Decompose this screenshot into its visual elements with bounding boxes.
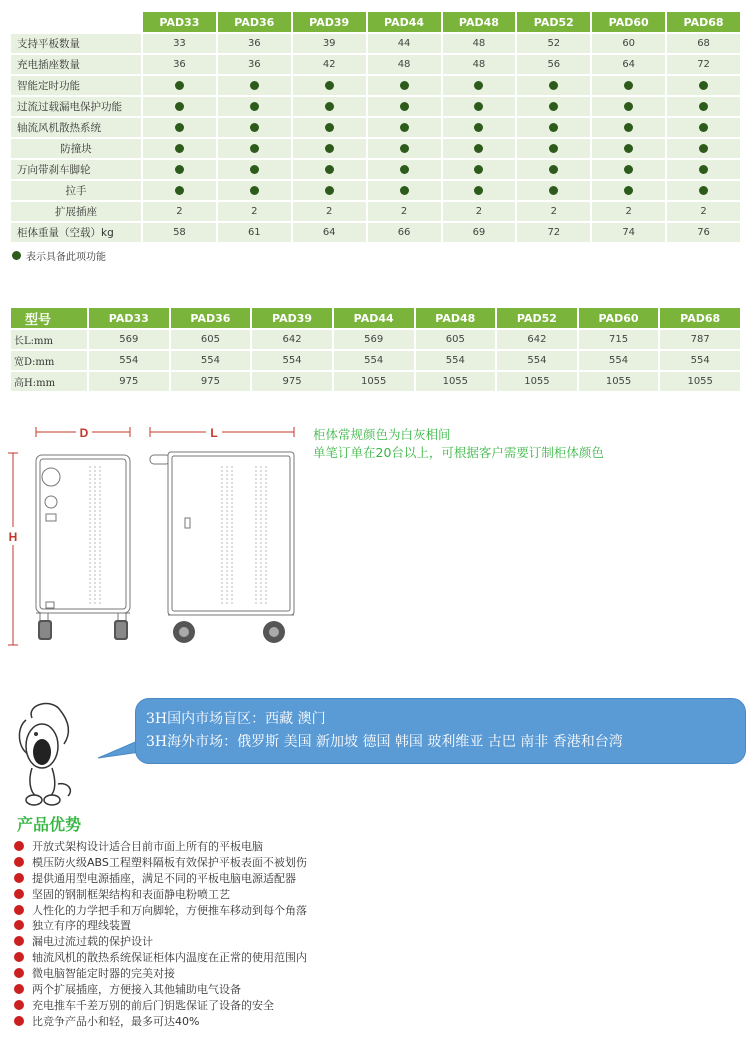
spec-cell: 48	[443, 55, 516, 74]
feature-dot-icon	[624, 123, 633, 132]
speech-bubble-tail	[98, 738, 140, 762]
advantage-text: 模压防火级ABS工程塑料隔板有效保护平板表面不被划伤	[32, 855, 307, 869]
spec-cell	[293, 97, 366, 116]
spec-cell	[293, 139, 366, 158]
spec-cell	[667, 97, 740, 116]
spec-cell	[443, 97, 516, 116]
advantage-item	[14, 870, 307, 886]
spec-row	[11, 97, 740, 116]
spec-header-model: PAD68	[667, 12, 740, 32]
feature-dot-icon	[699, 81, 708, 90]
color-note-line: 单笔订单在20台以上，可根据客户需要订制柜体颜色	[313, 445, 604, 460]
caster-wheel-icon	[114, 620, 128, 640]
spec-cell: 56	[517, 55, 590, 74]
size-table	[9, 306, 742, 393]
spec-cell	[443, 160, 516, 179]
advantage-item	[14, 965, 307, 981]
feature-dot-icon	[624, 144, 633, 153]
size-cell: 715	[579, 330, 659, 349]
feature-dot-icon	[325, 102, 334, 111]
feature-dot-icon	[325, 123, 334, 132]
size-row-label: 宽D:mm	[11, 351, 87, 370]
feature-dot-icon	[325, 81, 334, 90]
spec-row-label: 防撞块	[11, 139, 141, 158]
spec-row	[11, 181, 740, 200]
spec-cell	[293, 160, 366, 179]
spec-cell	[218, 97, 291, 116]
feature-dot-icon	[250, 81, 259, 90]
feature-dot-icon	[699, 144, 708, 153]
advantage-text: 坚固的钢制框架结构和表面静电粉喷工艺	[32, 887, 230, 901]
spec-cell: 68	[667, 34, 740, 53]
legend-text: 表示具备此项功能	[26, 252, 106, 263]
feature-dot-icon	[175, 123, 184, 132]
spec-cell: 42	[293, 55, 366, 74]
advantage-item	[14, 933, 307, 949]
spec-cell	[368, 76, 441, 95]
size-header-model: PAD44	[334, 308, 414, 328]
spec-row	[11, 202, 740, 221]
spec-cell	[218, 160, 291, 179]
feature-dot-icon	[175, 186, 184, 195]
bullet-dot-icon	[14, 857, 24, 867]
bullet-dot-icon	[14, 968, 24, 978]
feature-dot-icon	[624, 102, 633, 111]
spec-row	[11, 139, 740, 158]
spec-row-label: 支持平板数量	[11, 34, 141, 53]
bullet-dot-icon	[14, 905, 24, 915]
feature-dot-icon	[624, 186, 633, 195]
spec-cell: 2	[218, 202, 291, 221]
feature-dot-icon	[325, 144, 334, 153]
spec-cell	[667, 76, 740, 95]
feature-dot-icon	[549, 186, 558, 195]
advantage-text: 独立有序的理线装置	[32, 919, 131, 933]
spec-cell: 2	[368, 202, 441, 221]
spec-row-label: 拉手	[11, 181, 141, 200]
spec-cell	[293, 118, 366, 137]
size-row	[11, 351, 740, 370]
spec-cell: 33	[143, 34, 216, 53]
size-header-label: 型号	[11, 308, 87, 328]
spec-cell: 2	[443, 202, 516, 221]
size-row	[11, 372, 740, 391]
spec-cell: 64	[592, 55, 665, 74]
advantages-title: 产品优势	[17, 815, 82, 834]
bullet-dot-icon	[14, 936, 24, 946]
advantage-item	[14, 854, 307, 870]
spec-cell: 48	[443, 34, 516, 53]
size-cell: 1055	[334, 372, 414, 391]
spec-table-body	[11, 34, 740, 242]
advantage-item	[14, 917, 307, 933]
spec-cell: 58	[143, 223, 216, 242]
size-header-model: PAD52	[497, 308, 577, 328]
feature-dot-icon	[400, 144, 409, 153]
spec-header-model: PAD60	[592, 12, 665, 32]
advantage-text: 两个扩展插座，方便接入其他辅助电气设备	[32, 982, 241, 996]
size-cell: 554	[416, 351, 496, 370]
dimension-d	[36, 424, 130, 440]
spec-cell	[143, 181, 216, 200]
spec-header-model: PAD52	[517, 12, 590, 32]
spec-row	[11, 34, 740, 53]
size-cell: 554	[171, 351, 251, 370]
spec-cell	[143, 97, 216, 116]
size-cell: 975	[89, 372, 169, 391]
feature-dot-icon	[400, 81, 409, 90]
cabinet-dimension-diagram	[0, 420, 310, 660]
advantage-item	[14, 981, 307, 997]
advantage-text: 提供通用型电源插座，满足不同的平板电脑电源适配器	[32, 871, 296, 885]
feature-dot-icon	[699, 123, 708, 132]
spec-cell: 52	[517, 34, 590, 53]
spec-cell: 36	[218, 34, 291, 53]
spec-cell	[667, 181, 740, 200]
spec-header-blank	[11, 12, 141, 32]
spec-cell	[517, 118, 590, 137]
spec-cell	[443, 76, 516, 95]
spec-cell	[293, 181, 366, 200]
size-cell: 642	[252, 330, 332, 349]
size-cell: 1055	[416, 372, 496, 391]
feature-dot-icon	[549, 81, 558, 90]
size-cell: 569	[89, 330, 169, 349]
dog-mascot-icon	[12, 700, 82, 810]
spec-row	[11, 223, 740, 242]
advantages-list	[14, 838, 307, 1029]
feature-dot-icon	[549, 144, 558, 153]
spec-row	[11, 118, 740, 137]
spec-cell: 74	[592, 223, 665, 242]
caster-wheel-icon	[38, 620, 52, 640]
spec-table	[9, 10, 742, 244]
spec-cell	[592, 97, 665, 116]
size-cell: 554	[334, 351, 414, 370]
advantage-text: 开放式架构设计适合目前市面上所有的平板电脑	[32, 839, 263, 853]
feature-dot-icon	[325, 186, 334, 195]
spec-row	[11, 55, 740, 74]
size-header-model: PAD33	[89, 308, 169, 328]
size-row-label: 高H:mm	[11, 372, 87, 391]
spec-cell: 60	[592, 34, 665, 53]
spec-cell	[517, 76, 590, 95]
bullet-dot-icon	[14, 1016, 24, 1026]
caster-wheel-icon	[173, 621, 195, 643]
spec-cell	[443, 118, 516, 137]
spec-cell	[218, 181, 291, 200]
advantage-item	[14, 902, 307, 918]
feature-dot-icon	[474, 186, 483, 195]
cabinet-front-view	[36, 455, 130, 621]
dimension-l	[150, 424, 294, 440]
size-header-model: PAD39	[252, 308, 332, 328]
bullet-dot-icon	[14, 984, 24, 994]
feature-dot-icon	[250, 123, 259, 132]
dimension-d-label: D	[79, 426, 89, 440]
feature-dot-icon	[250, 186, 259, 195]
advantage-text: 人性化的力学把手和万向脚轮，方便推车移动到每个角落	[32, 903, 307, 917]
feature-dot-icon	[400, 186, 409, 195]
spec-row	[11, 76, 740, 95]
overseas-market-text: 3H海外市场：俄罗斯 美国 新加坡 德国 韩国 玻利维亚 古巴 南非 香港和台湾	[146, 734, 623, 750]
feature-dot-icon	[250, 144, 259, 153]
spec-cell: 2	[143, 202, 216, 221]
spec-cell: 69	[443, 223, 516, 242]
cabinet-side-view	[150, 452, 294, 615]
spec-cell	[517, 139, 590, 158]
bullet-dot-icon	[14, 920, 24, 930]
spec-row-label: 充电插座数量	[11, 55, 141, 74]
size-header-model: PAD48	[416, 308, 496, 328]
feature-dot-icon	[474, 144, 483, 153]
market-bubble	[135, 698, 746, 764]
size-cell: 975	[171, 372, 251, 391]
dimension-h	[5, 453, 21, 645]
spec-cell: 36	[143, 55, 216, 74]
spec-cell: 64	[293, 223, 366, 242]
spec-cell: 66	[368, 223, 441, 242]
advantage-text: 比竞争产品小和轻，最多可达40%	[32, 1014, 200, 1028]
size-cell: 554	[252, 351, 332, 370]
size-header-model: PAD68	[660, 308, 740, 328]
bullet-dot-icon	[14, 889, 24, 899]
size-table-body	[11, 330, 740, 391]
size-cell: 1055	[497, 372, 577, 391]
advantage-item	[14, 949, 307, 965]
feature-dot-icon	[474, 165, 483, 174]
bullet-dot-icon	[14, 841, 24, 851]
spec-cell	[592, 139, 665, 158]
feature-dot-icon	[325, 165, 334, 174]
bullet-dot-icon	[14, 952, 24, 962]
advantage-item	[14, 1013, 307, 1029]
advantage-item	[14, 997, 307, 1013]
advantage-item	[14, 886, 307, 902]
advantage-text: 充电推车千差万别的前后门钥匙保证了设备的安全	[32, 998, 274, 1012]
size-cell: 975	[252, 372, 332, 391]
spec-cell: 2	[667, 202, 740, 221]
spec-cell: 72	[517, 223, 590, 242]
feature-dot-icon	[474, 81, 483, 90]
spec-cell	[443, 139, 516, 158]
feature-dot-icon	[175, 144, 184, 153]
feature-dot-icon	[12, 251, 21, 260]
spec-row-label: 万向带刹车脚轮	[11, 160, 141, 179]
spec-cell: 39	[293, 34, 366, 53]
spec-cell: 2	[293, 202, 366, 221]
feature-dot-icon	[175, 81, 184, 90]
feature-dot-icon	[400, 123, 409, 132]
spec-cell	[368, 181, 441, 200]
size-cell: 554	[660, 351, 740, 370]
size-cell: 605	[171, 330, 251, 349]
feature-dot-icon	[699, 102, 708, 111]
spec-cell	[368, 139, 441, 158]
spec-row-label: 柜体重量（空载）kg	[11, 223, 141, 242]
spec-cell: 2	[517, 202, 590, 221]
spec-cell	[293, 76, 366, 95]
feature-dot-icon	[549, 165, 558, 174]
spec-cell	[592, 160, 665, 179]
color-note-line: 柜体常规颜色为白灰相间	[313, 427, 451, 442]
feature-dot-icon	[624, 165, 633, 174]
feature-dot-icon	[175, 165, 184, 174]
advantage-text: 微电脑智能定时器的完美对接	[32, 967, 175, 981]
spec-row-label: 智能定时功能	[11, 76, 141, 95]
spec-cell	[143, 76, 216, 95]
feature-dot-icon	[400, 165, 409, 174]
spec-cell	[667, 118, 740, 137]
spec-cell	[592, 181, 665, 200]
spec-cell	[368, 97, 441, 116]
bullet-dot-icon	[14, 1000, 24, 1010]
size-cell: 787	[660, 330, 740, 349]
spec-cell: 36	[218, 55, 291, 74]
spec-row-label: 扩展插座	[11, 202, 141, 221]
feature-dot-icon	[250, 165, 259, 174]
spec-cell: 61	[218, 223, 291, 242]
size-cell: 1055	[579, 372, 659, 391]
spec-cell	[143, 160, 216, 179]
spec-row	[11, 160, 740, 179]
spec-row-label: 轴流风机散热系统	[11, 118, 141, 137]
spec-cell: 44	[368, 34, 441, 53]
size-cell: 554	[89, 351, 169, 370]
size-header-model: PAD36	[171, 308, 251, 328]
spec-cell	[517, 97, 590, 116]
spec-header-model: PAD36	[218, 12, 291, 32]
advantage-item	[14, 838, 307, 854]
color-note	[313, 426, 604, 462]
bullet-dot-icon	[14, 873, 24, 883]
domestic-market-text: 3H国内市场盲区：西藏 澳门	[146, 711, 326, 727]
feature-dot-icon	[549, 102, 558, 111]
spec-cell	[443, 181, 516, 200]
spec-cell	[218, 139, 291, 158]
spec-cell: 72	[667, 55, 740, 74]
size-header-model: PAD60	[579, 308, 659, 328]
spec-header-model: PAD33	[143, 12, 216, 32]
spec-table-header	[11, 12, 740, 32]
spec-cell	[517, 160, 590, 179]
spec-cell	[592, 76, 665, 95]
spec-row-label: 过流过载漏电保护功能	[11, 97, 141, 116]
dimension-l-label: L	[210, 426, 218, 440]
size-row-label: 长L:mm	[11, 330, 87, 349]
advantage-text: 漏电过流过载的保护设计	[32, 935, 153, 949]
spec-cell	[143, 118, 216, 137]
spec-cell	[592, 118, 665, 137]
size-cell: 569	[334, 330, 414, 349]
size-cell: 554	[579, 351, 659, 370]
advantage-text: 轴流风机的散热系统保证柜体内温度在正常的使用范围内	[32, 951, 307, 965]
spec-header-model: PAD48	[443, 12, 516, 32]
spec-cell	[143, 139, 216, 158]
feature-dot-icon	[699, 165, 708, 174]
feature-dot-icon	[400, 102, 409, 111]
spec-cell: 76	[667, 223, 740, 242]
size-cell: 642	[497, 330, 577, 349]
size-row	[11, 330, 740, 349]
feature-dot-icon	[175, 102, 184, 111]
feature-dot-icon	[474, 102, 483, 111]
feature-dot-icon	[624, 81, 633, 90]
feature-legend	[12, 248, 106, 263]
dimension-h-label: H	[8, 530, 18, 544]
caster-wheel-icon	[263, 621, 285, 643]
size-table-header	[11, 308, 740, 328]
spec-cell	[218, 76, 291, 95]
spec-cell: 48	[368, 55, 441, 74]
spec-cell	[517, 181, 590, 200]
spec-header-model: PAD44	[368, 12, 441, 32]
spec-cell: 2	[592, 202, 665, 221]
size-cell: 554	[497, 351, 577, 370]
size-cell: 1055	[660, 372, 740, 391]
spec-cell	[667, 160, 740, 179]
feature-dot-icon	[699, 186, 708, 195]
spec-cell	[368, 118, 441, 137]
feature-dot-icon	[549, 123, 558, 132]
spec-cell	[667, 139, 740, 158]
spec-cell	[368, 160, 441, 179]
spec-cell	[218, 118, 291, 137]
size-cell: 605	[416, 330, 496, 349]
feature-dot-icon	[474, 123, 483, 132]
feature-dot-icon	[250, 102, 259, 111]
spec-header-model: PAD39	[293, 12, 366, 32]
